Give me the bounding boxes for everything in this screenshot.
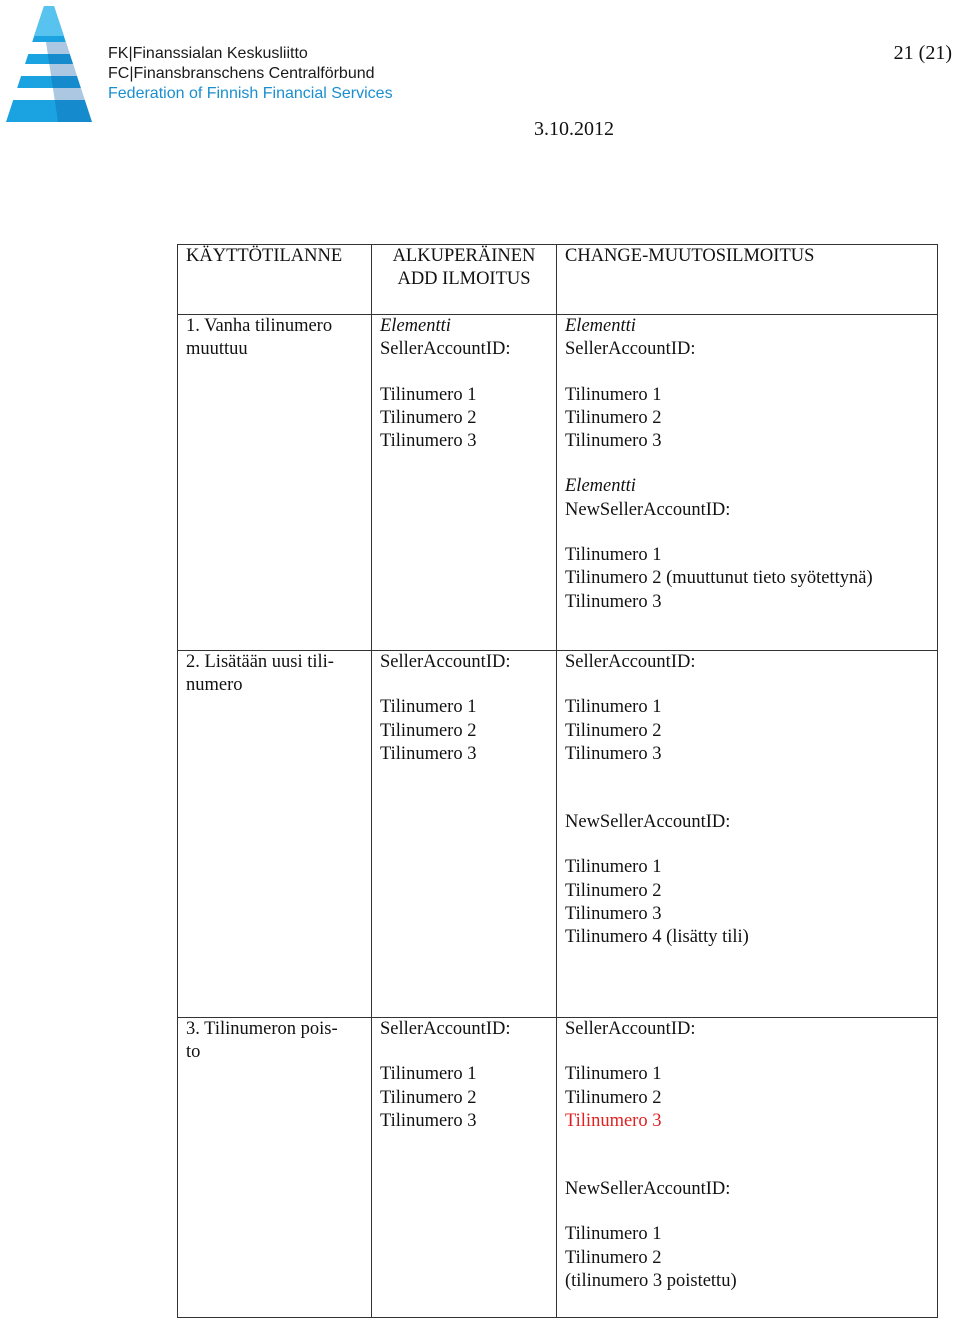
document-date: 3.10.2012 [534,118,614,140]
add-cell: SellerAccountID: Tilinumero 1 Tilinumero 2 Tilinumero 3 [372,651,557,1018]
org-name-en: Federation of Finnish Financial Services [108,85,393,102]
add-cell: SellerAccountID: Tilinumero 1 Tilinumero 2 Tilinumero 3 [372,1018,557,1318]
add-cell: Elementti SellerAccountID: Tilinumero 1 Tilinumero 2 Tilinumero 3 [372,315,557,651]
table-header-row [178,245,938,315]
table-row [178,315,938,651]
organization-names [108,44,393,104]
usecase-cell: 2. Lisätään uusi tili- numero [178,651,372,1018]
header-add-ilmoitus: ALKUPERÄINEN ADD ILMOITUS [372,245,557,315]
removed-account-line: Tilinumero 3 [565,1110,662,1131]
table-row [178,1018,938,1318]
header-kayttotilanne: KÄYTTÖTILANNE [178,245,372,315]
usecase-table [177,244,938,1318]
org-name-sv: FC|Finansbranschens Centralförbund [108,65,375,82]
fk-logo-icon [6,6,92,122]
usecase-cell: 3. Tilinumeron pois- to [178,1018,372,1318]
change-cell: Elementti SellerAccountID: Tilinumero 1 Tilinumero 2 Tilinumero 3 Elementti NewSellerAccountID: Tilinumero 1 Tilinumero 2 (muuttunut tieto syötettynä) Tilinumero 3 [557,315,938,651]
page-number: 21 (21) [893,42,952,64]
change-cell: SellerAccountID: Tilinumero 1 Tilinumero 2 Tilinumero 3 NewSellerAccountID: Tilinumero 1 Tilinumero 2 (tilinumero 3 poistettu) [557,1018,938,1318]
header-change-muutosilmoitus: CHANGE-MUUTOSILMOITUS [557,245,938,315]
org-name-fi: FK|Finanssialan Keskusliitto [108,45,308,62]
change-cell: SellerAccountID: Tilinumero 1 Tilinumero 2 Tilinumero 3 NewSellerAccountID: Tilinumero 1 Tilinumero 2 Tilinumero 3 Tilinumero 4 (lisätty tili) [557,651,938,1018]
usecase-cell: 1. Vanha tilinumero muuttuu [178,315,372,651]
table-row [178,651,938,1018]
